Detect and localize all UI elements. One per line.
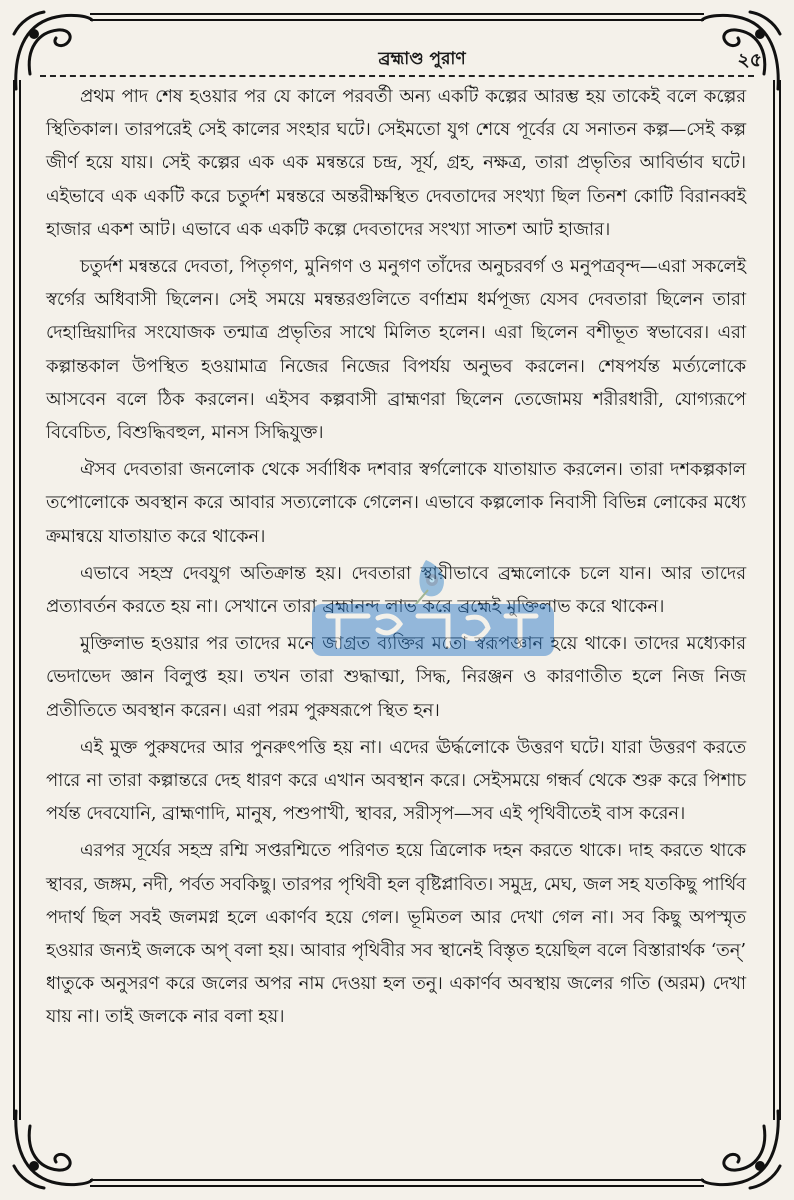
paragraph: এরপর সূর্যের সহস্র রশ্মি সপ্তরশ্মিতে পরিণত হয়ে ত্রিলোক দহন করতে থাকে। দাহ করতে থাকে স্থাবর, জঙ্গম, নদী, পর্বত সবকিছু। তারপর পৃথিবী হল বৃষ্টিপ্লাবিত। সমুদ্র, মেঘ, জল সহ যতকিছু পার্থিব পদার্থ ছিল সবই জলমগ্ন হলে একার্ণব হয়ে গেল। ভূমিতল আর দেখা গেল না। সব কিছু অপস্মৃত হওয়ার জন্যই জলকে অপ্ বলা হয়। আবার পৃথিবীর সব স্থানেই বিস্তৃত হয়েছিল বলে বিস্তারার্থক ‘তন্’ ধাতুকে অনুসরণ করে জলের অপর নাম দেওয়া হল তনু। একার্ণব অবস্থায় জলের গতি (অরম) দেখা যায় না। তাই জলকে নার বলা হয়। (46, 840, 746, 1028)
page-header (80, 44, 764, 74)
paragraph: ঐসব দেবতারা জনলোক থেকে সর্বাধিক দশবার স্বর্গলোকে যাতায়াত করলেন। তারা দশকল্পকাল তপোলোকে অবস্থান করে আবার সত্যলোকে গেলেন। এভাবে কল্পলোক নিবাসী বিভিন্ন লোকের মধ্যে ক্রমান্বয়ে যাতায়াত করে থাকেন। (46, 459, 746, 547)
header-divider (40, 75, 754, 77)
page-number: ২৫ (737, 49, 762, 71)
body-text (46, 80, 746, 1170)
running-title: ব্রহ্মাণ্ড পুরাণ (378, 49, 466, 69)
paragraph: মুক্তিলাভ হওয়ার পর তাদের মনে জাগ্রত ব্যক্তির মতো স্বরূপজ্ঞান হয়ে থাকে। তাদের মধ্যেকার ভেদাভেদ জ্ঞান বিলুপ্ত হয়। তখন তারা শুদ্ধাত্মা, সিদ্ধ, নিরঞ্জন ও কারণাতীত হলে নিজ নিজ প্রতীতিতে অবস্থান করেন। এরা পরম পুরুষরূপে স্থিত হন। (46, 633, 746, 721)
paragraph: এভাবে সহস্র দেবযুগ অতিক্রান্ত হয়। দেবতারা স্থায়ীভাবে ব্রহ্মলোকে চলে যান। আর তাদের প্রত্যাবর্তন করতে হয় না। সেখানে তারা ব্রহ্মানন্দ লাভ করে ব্রহ্মেই মুক্তিলাভ করে থাকেন। (46, 562, 746, 618)
paragraph: এই মুক্ত পুরুষদের আর পুনরুৎপত্তি হয় না। এদের ঊর্দ্ধলোকে উত্তরণ ঘটে। যারা উত্তরণ করতে পারে না তারা কল্পান্তরে দেহ ধারণ করে এখান অবস্থান করে। সেইসময়ে গন্ধর্ব থেকে শুরু করে পিশাচ পর্যন্ত দেবযোনি, ব্রাহ্মণাদি, মানুষ, পশুপাখী, স্থাবর, সরীসৃপ—সব এই পৃথিবীতেই বাস করেন। (46, 736, 746, 825)
paragraph: চতুর্দশ মন্বন্তরে দেবতা, পিতৃগণ, মুনিগণ ও মনুগণ তাঁদের অনুচরবর্গ ও মনুপত্রবৃন্দ—এরা সকলেই স্বর্গের অধিবাসী ছিলেন। সেই সময়ে মন্বন্তরগুলিতে বর্ণাশ্রম ধর্মপূজ্য যেসব দেবতারা ছিলেন তারা দেহান্দ্রিয়াদির সংযোজক তন্মাত্র প্রভৃতির সাথে মিলিত হলেন। এরা ছিলেন বশীভূত স্বভাবের। এরা কল্পান্তকাল উপস্থিত হওয়ামাত্র নিজের নিজের বিপর্যয় অনুভব করলেন। শেষপর্যন্ত মর্ত্যলোকে আসবেন বলে ঠিক করলেন। এইসব কল্পবাসী ব্রাহ্মণরা ছিলেন তেজোময় শরীরধারী, যোগ্যরূপে বিবেচিত, বিশুদ্ধিবহুল, মানস সিদ্ধিযুক্ত। (46, 256, 746, 444)
paragraph: প্রথম পাদ শেষ হওয়ার পর যে কালে পরবর্তী অন্য একটি কল্পের আরম্ভ হয় তাকেই বলে কল্পের স্থিতিকাল। তারপরেই সেই কালের সংহার ঘটে। সেইমতো যুগ শেষে পূর্বের যে সনাতন কল্প—সেই কল্প জীর্ণ হয়ে যায়। সেই কল্পের এক এক মন্বন্তরে চন্দ্র, সূর্য, গ্রহ, নক্ষত্র, তারা প্রভৃতির আবির্ভাব ঘটে। এইভাবে এক একটি করে চতুর্দশ মন্বন্তরে অন্তরীক্ষস্থিত দেবতাদের সংখ্যা ছিল তিনশ কোটি বিরানব্বই হাজার একশ আট। এভাবে এক একটি কল্পে দেবতাদের সংখ্যা সাতশ আট হাজার। (46, 86, 746, 240)
